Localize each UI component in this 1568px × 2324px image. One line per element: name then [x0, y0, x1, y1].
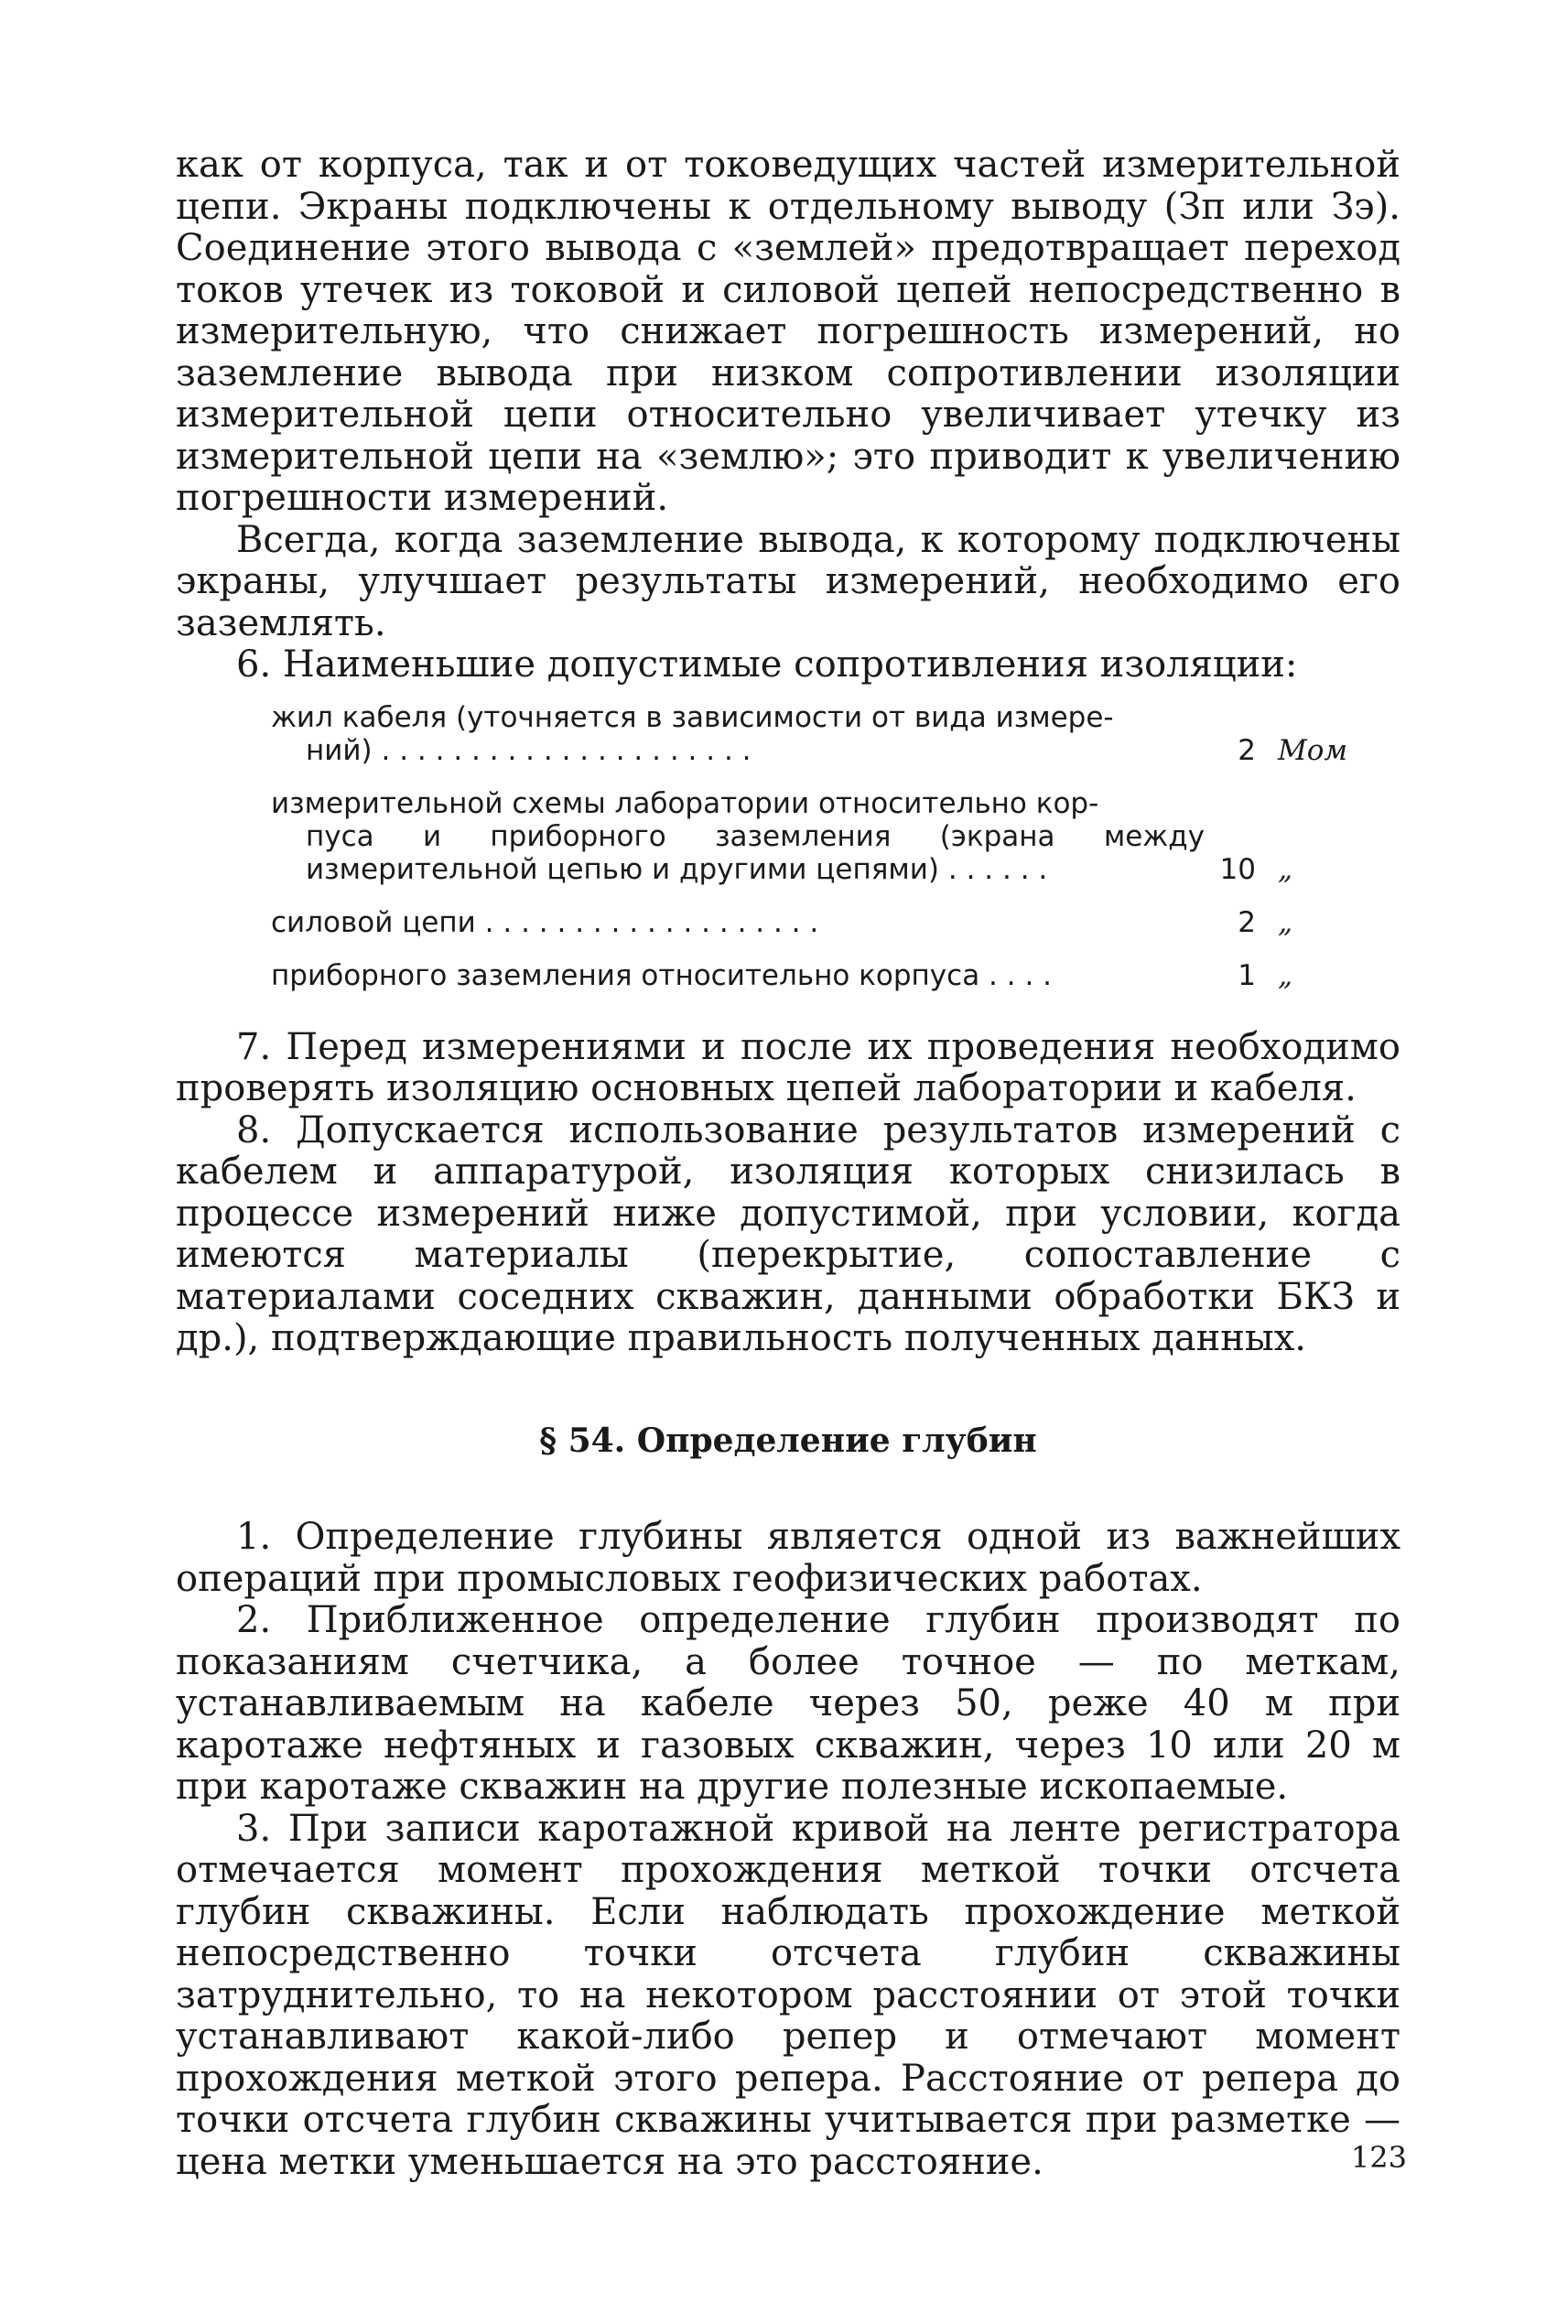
resistance-item-unit: „ — [1278, 852, 1293, 886]
resistance-item-label: жил кабеля (уточняется в зависимости от вида измере- — [271, 700, 1114, 734]
page-number: 123 — [1350, 2140, 1407, 2175]
resistance-item-label-cont: ний) . . . . . . . . . . . . . . . . . . . . . — [306, 733, 752, 767]
resistance-item-value: 10 — [1219, 852, 1256, 886]
resistance-item-unit: „ — [1278, 958, 1293, 992]
resistance-list — [176, 701, 1400, 992]
resistance-item-unit: Мом — [1278, 733, 1348, 767]
resistance-item-label-cont: пуса и приборного заземления (экрана между измерительной цепью и другими цепями) . . . . . . — [306, 819, 1205, 886]
item-6-heading: 6. Наименьшие допустимые сопротивления изоляции: — [236, 643, 1298, 686]
resistance-item-value: 2 — [1238, 733, 1256, 767]
paragraph-continuation: как от корпуса, так и от токоведущих частей измерительной цепи. Экраны подключены к отдельному выводу (Зп или Зэ). Соединение этого вывода с «землей» предотвращает переход токов утечек из токовой и силовой цепей непосредственно в измерительную, что снижает погрешность измерений, но заземление вывода при низком сопротивлении изоляции измерительной цепи относительно увеличивает утечку из измерительной цепи на «землю»; это приводит к увеличению погрешности измерений. — [176, 144, 1400, 519]
resistance-item — [271, 906, 1400, 939]
item-8: 8. Допускается использование результатов измерений с кабелем и аппаратурой, изоляция которых снизилась в процессе измерений ниже допустимой, при условии, когда имеются материалы (перекрытие, сопоставление с материалами соседних скважин, данными обработки БКЗ и др.), подтверждающие правильность полученных данных. — [176, 1108, 1400, 1359]
depth-item-2: 2. Приближенное определение глубин производят по показаниям счетчика, а более точное — по меткам, устанавливаемым на кабеле через 50, реже 40 м при каротаже нефтяных и газовых скважин, через 10 или 20 м при каротаже скважин на другие полезные ископаемые. — [176, 1599, 1400, 1808]
resistance-item — [271, 787, 1400, 886]
resistance-item-label: силовой цепи . . . . . . . . . . . . . . . . . . . — [271, 905, 819, 939]
resistance-item-value: 1 — [1238, 958, 1256, 992]
item-7: 7. Перед измерениями и после их проведения необходимо проверять изоляцию основных цепей лаборатории и кабеля. — [176, 1025, 1400, 1109]
section-title: § 54. Определение глубин — [539, 1421, 1037, 1460]
paragraph-grounding: Всегда, когда заземление вывода, к которому подключены экраны, улучшает результаты измерений, необходимо его заземлять. — [176, 518, 1400, 644]
resistance-item — [271, 701, 1400, 767]
resistance-item-unit: „ — [1278, 905, 1293, 939]
body-text — [176, 145, 1400, 2183]
resistance-item — [271, 959, 1400, 992]
depth-item-1: 1. Определение глубины является одной из важнейших операций при промысловых геофизических работах. — [176, 1516, 1400, 1600]
resistance-item-label: измерительной схемы лаборатории относительно кор- — [271, 786, 1099, 820]
depth-item-3: 3. При записи каротажной кривой на ленте регистратора отмечается момент прохождения меткой точки отсчета глубин скважины. Если наблюдать прохождение меткой непосредственно точки отсчета глубин скважины затруднительно, то на некотором расстоянии от этой точки устанавливают какой-либо репер и отмечают момент прохождения меткой этого репера. Расстояние от репера до точки отсчета глубин скважины учитывается при разметке — цена метки уменьшается на это расстояние. — [176, 1807, 1400, 2183]
resistance-item-label: приборного заземления относительно корпуса . . . . — [271, 958, 1053, 992]
resistance-item-value: 2 — [1238, 905, 1256, 939]
